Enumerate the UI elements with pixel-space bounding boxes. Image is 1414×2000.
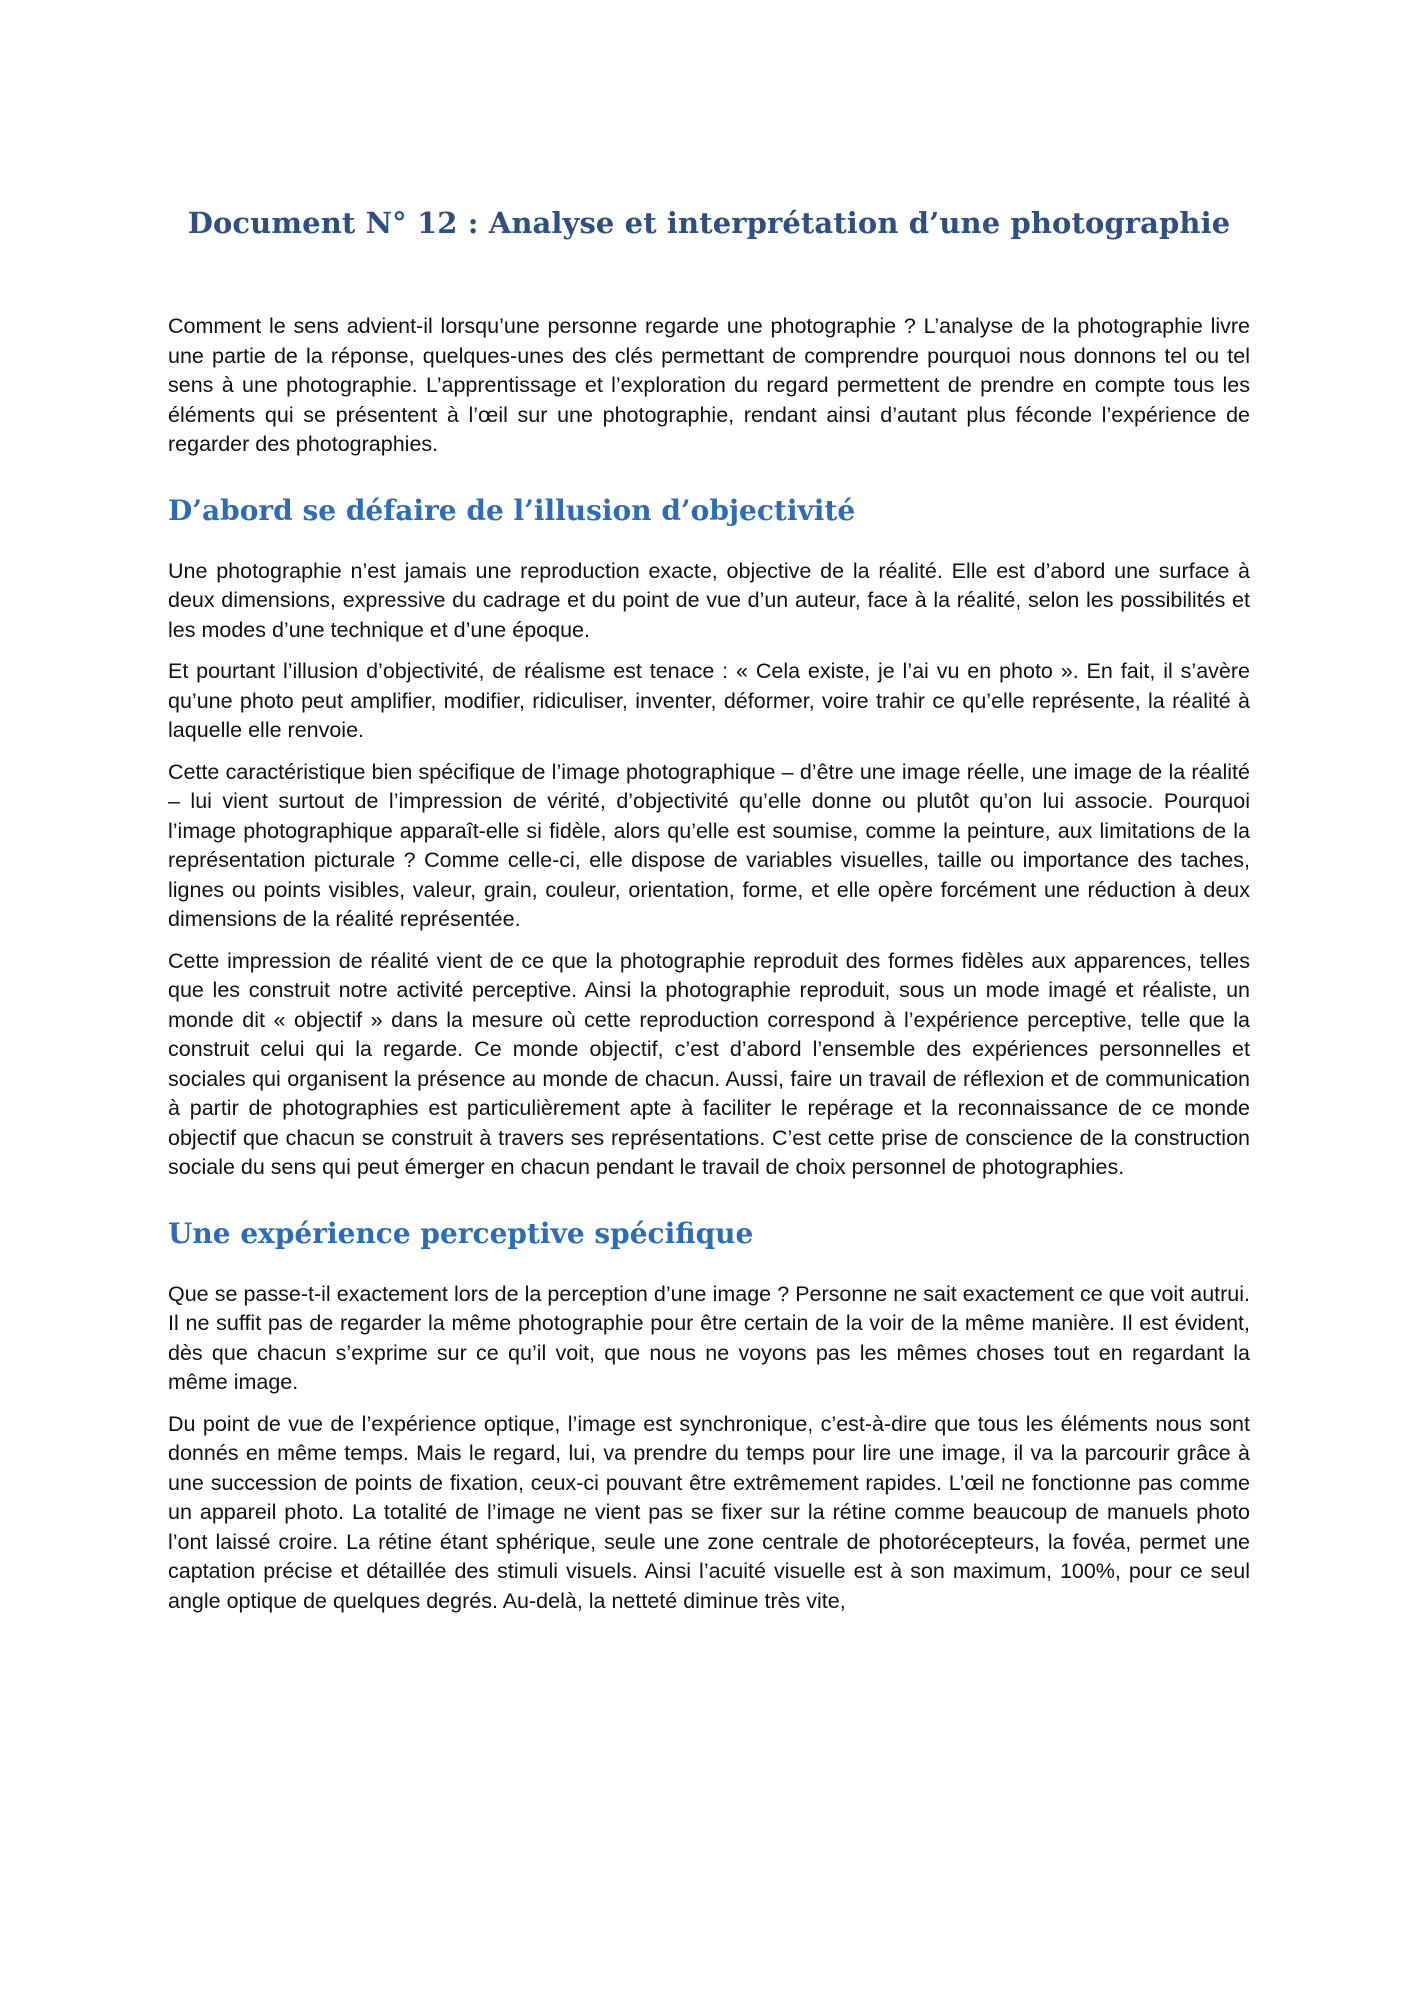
section-heading: D’abord se défaire de l’illusion d’objectivité [168,493,856,527]
section-heading: Une expérience perceptive spécifique [168,1216,754,1250]
section-experience-perceptive [168,1217,1250,1617]
intro-paragraph: Comment le sens advient-il lorsqu’une personne regarde une photographie ? L’analyse de la photographie livre une partie de la réponse, quelques-unes des clés permettant de comprendre pourquoi nous donnons tel ou tel sens à une photographie. L’apprentissage et l’exploration du regard permettent de prendre en compte tous les éléments qui se présentent à l’œil sur une photographie, rendant ainsi d’autant plus féconde l’expérience de regarder des photographies. [168,314,1250,456]
document-page [168,206,1250,1628]
section-paragraph: Que se passe-t-il exactement lors de la perception d’une image ? Personne ne sait exactement ce que voit autrui. Il ne suffit pas de regarder la même photographie pour être certain de la voir de la même manière. Il est évident, dès que chacun s’exprime sur ce qu’il voit, que nous ne voyons pas les mêmes choses tout en regardant la même image. [168,1281,1250,1394]
section-paragraph: Une photographie n’est jamais une reproduction exacte, objective de la réalité. Elle est d’abord une surface à deux dimensions, expressive du cadrage et du point de vue d’un auteur, face à la réalité, selon les possibilités et les modes d’une technique et d’une époque. [168,558,1250,642]
section-paragraph: Cette caractéristique bien spécifique de l’image photographique – d’être une image réelle, une image de la réalité – lui vient surtout de l’impression de vérité, d’objectivité qu’elle donne ou plutôt qu’on lui associe. Pourquoi l’image photographique apparaît-elle si fidèle, alors qu’elle est soumise, comme la peinture, aux limitations de la représentation picturale ? Comme celle-ci, elle dispose de variables visuelles, taille ou importance des taches, lignes ou points visibles, valeur, grain, couleur, orientation, forme, et elle opère forcément une réduction à deux dimensions de la réalité représentée. [168,759,1250,931]
section-illusion-objectivite [168,494,1250,1183]
section-paragraph: Et pourtant l’illusion d’objectivité, de réalisme est tenace : « Cela existe, je l’ai vu en photo ». En fait, il s’avère qu’une photo peut amplifier, modifier, ridiculiser, inventer, déformer, voire trahir ce qu’elle représente, la réalité à laquelle elle renvoie. [168,659,1250,742]
document-title: Document N° 12 : Analyse et interprétation d’une photographie [187,206,1231,240]
section-paragraph: Du point de vue de l’expérience optique, l’image est synchronique, c’est-à-dire que tous les éléments nous sont donnés en même temps. Mais le regard, lui, va prendre du temps pour lire une image, il va la parcourir grâce à une succession de points de fixation, ceux-ci pouvant être extrêmement rapides. L’œil ne fonctionne pas comme un appareil photo. La totalité de l’image ne vient pas se fixer sur la rétine comme beaucoup de manuels photo l’ont laissé croire. La rétine étant sphérique, seule une zone centrale de photorécepteurs, la fovéa, permet une captation précise et détaillée des stimuli visuels. Ainsi l’acuité visuelle est à son maximum, 100%, pour ce seul angle optique de quelques degrés. Au-delà, la netteté diminue très vite, [168,1411,1250,1613]
section-paragraph: Cette impression de réalité vient de ce que la photographie reproduit des formes fidèles aux apparences, telles que les construit notre activité perceptive. Ainsi la photographie reproduit, sous un mode imagé et réaliste, un monde dit « objectif » dans la mesure où cette reproduction correspond à l’expérience perceptive, telle que la construit celui qui la regarde. Ce monde objectif, c’est d’abord l’ensemble des expériences personnelles et sociales qui organisent la présence au monde de chacun. Aussi, faire un travail de réflexion et de communication à partir de photographies est particulièrement apte à faciliter le repérage et la reconnaissance de ce monde objectif que chacun se construit à travers ses représentations. C’est cette prise de conscience de la construction sociale du sens qui peut émerger en chacun pendant le travail de choix personnel de photographies. [168,948,1250,1179]
